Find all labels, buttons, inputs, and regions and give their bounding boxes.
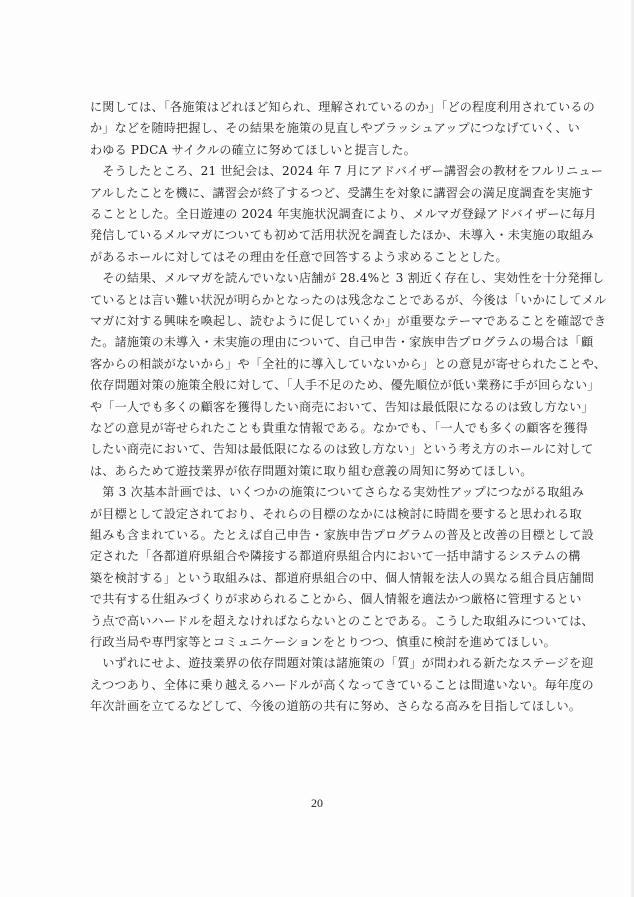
text-line: か」などを随時把握し、その結果を施策の見直しやブラッシュアップにつなげていく、い [90, 121, 580, 136]
text-line: わゆる PDCA サイクルの確立に努めてほしいと提言した。 [90, 142, 417, 157]
text-line: 行政当局や専門家等とコミュニケーションをとりつつ、慎重に検討を進めてほしい。 [90, 635, 556, 649]
text-line: 依存問題対策の施策全般に対して、「人手不足のため、優先順位が低い業務に手が回らない」 [90, 378, 600, 393]
text-line: があるホールに対してはその理由を任意で回答するよう求めることとした。 [90, 249, 508, 264]
text-line: えつつあり、全体に乗り越えるハードルが高くなってきていることは間違いない。毎年度の [90, 677, 594, 692]
text-line: で共有する仕組みづくりが求められることから、個人情報を適法かつ厳格に管理するとい [90, 592, 582, 607]
text-line: 築を検討する」という取組みは、都道府県組合の中、個人情報を法人の異なる組合員店舗間 [90, 570, 595, 585]
text-line: 組みも含まれている。たとえば自己申告・家族申告プログラムの普及と改善の目標として設 [90, 528, 594, 542]
text-line: その結果、メルマガを読んでいない店舗が 28.4%と 3 割近く存在し、実効性を十分発揮し [90, 271, 605, 286]
text-line: そうしたところ、21 世紀会は、2024 年 7 月にアドバイザー講習会の教材をフルリニュー [90, 164, 604, 179]
text-line: ているとは言い難い状況が明らかとなったのは残念なことであるが、今後は「いかにしてメル [90, 292, 607, 307]
text-line: したい商売において、告知は最低限になるのは致し方ない」という考え方のホールに対して [90, 442, 594, 457]
text-line: は、あらためて遊技業界が依存問題対策に取り組む意義の周知に努めてほしい。 [90, 463, 533, 478]
text-line: や「一人でも多くの顧客を獲得したい商売において、告知は最低限になるのは致し方ない」 [90, 399, 594, 414]
text-line: に関しては、「各施策はどれほど知られ、理解されているのか」「どの程度利用されているの [90, 100, 595, 114]
text-line: マガに対する興味を喚起し、読むように促していくか」が重要なテーマであることを確認でき [90, 314, 607, 328]
page-number: 20 [311, 796, 323, 810]
text-line: 発信しているメルマガについても初めて活用状況を調査したほか、未導入・未実施の取組み [90, 228, 594, 243]
text-line: が目標として設定されており、それらの目標のなかには検討に時間を要すると思われる取 [90, 506, 582, 521]
text-line: ることとした。全日遊連の 2024 年実施状況調査により、メルマガ登録アドバイザーに毎月 [90, 207, 597, 221]
text-line: 客からの相談がないから」や「全社的に導入していないから」との意見が寄せられたことや、 [90, 356, 607, 371]
text-line: などの意見が寄せられたことも貴重な情報である。なかでも、「一人でも多くの顧客を獲得 [90, 421, 588, 435]
text-line: いずれにせよ、遊技業界の依存問題対策は諸施策の「質」が問われる新たなステージを迎 [90, 656, 594, 671]
text-line: 定された「各都道府県組合や隣接する都道府県組合内において一括申請するシステムの構 [90, 549, 581, 564]
text-line: アルしたことを機に、講習会が終了するつど、受講生を対象に講習会の満足度調査を実施す [90, 185, 594, 200]
text-line: 年次計画を立てるなどして、今後の道筋の共有に努め、さらなる高みを目指してほしい。 [90, 699, 582, 714]
text-line: う点で高いハードルを超えなければならないとのことである。こうした取組みについては、 [90, 613, 594, 628]
text-line: 第 3 次基本計画では、いくつかの施策についてさらなる実効性アップにつながる取組み [90, 485, 585, 500]
text-line: た。諸施策の未導入・未実施の理由について、自己申告・家族申告プログラムの場合は「顧 [90, 335, 594, 350]
